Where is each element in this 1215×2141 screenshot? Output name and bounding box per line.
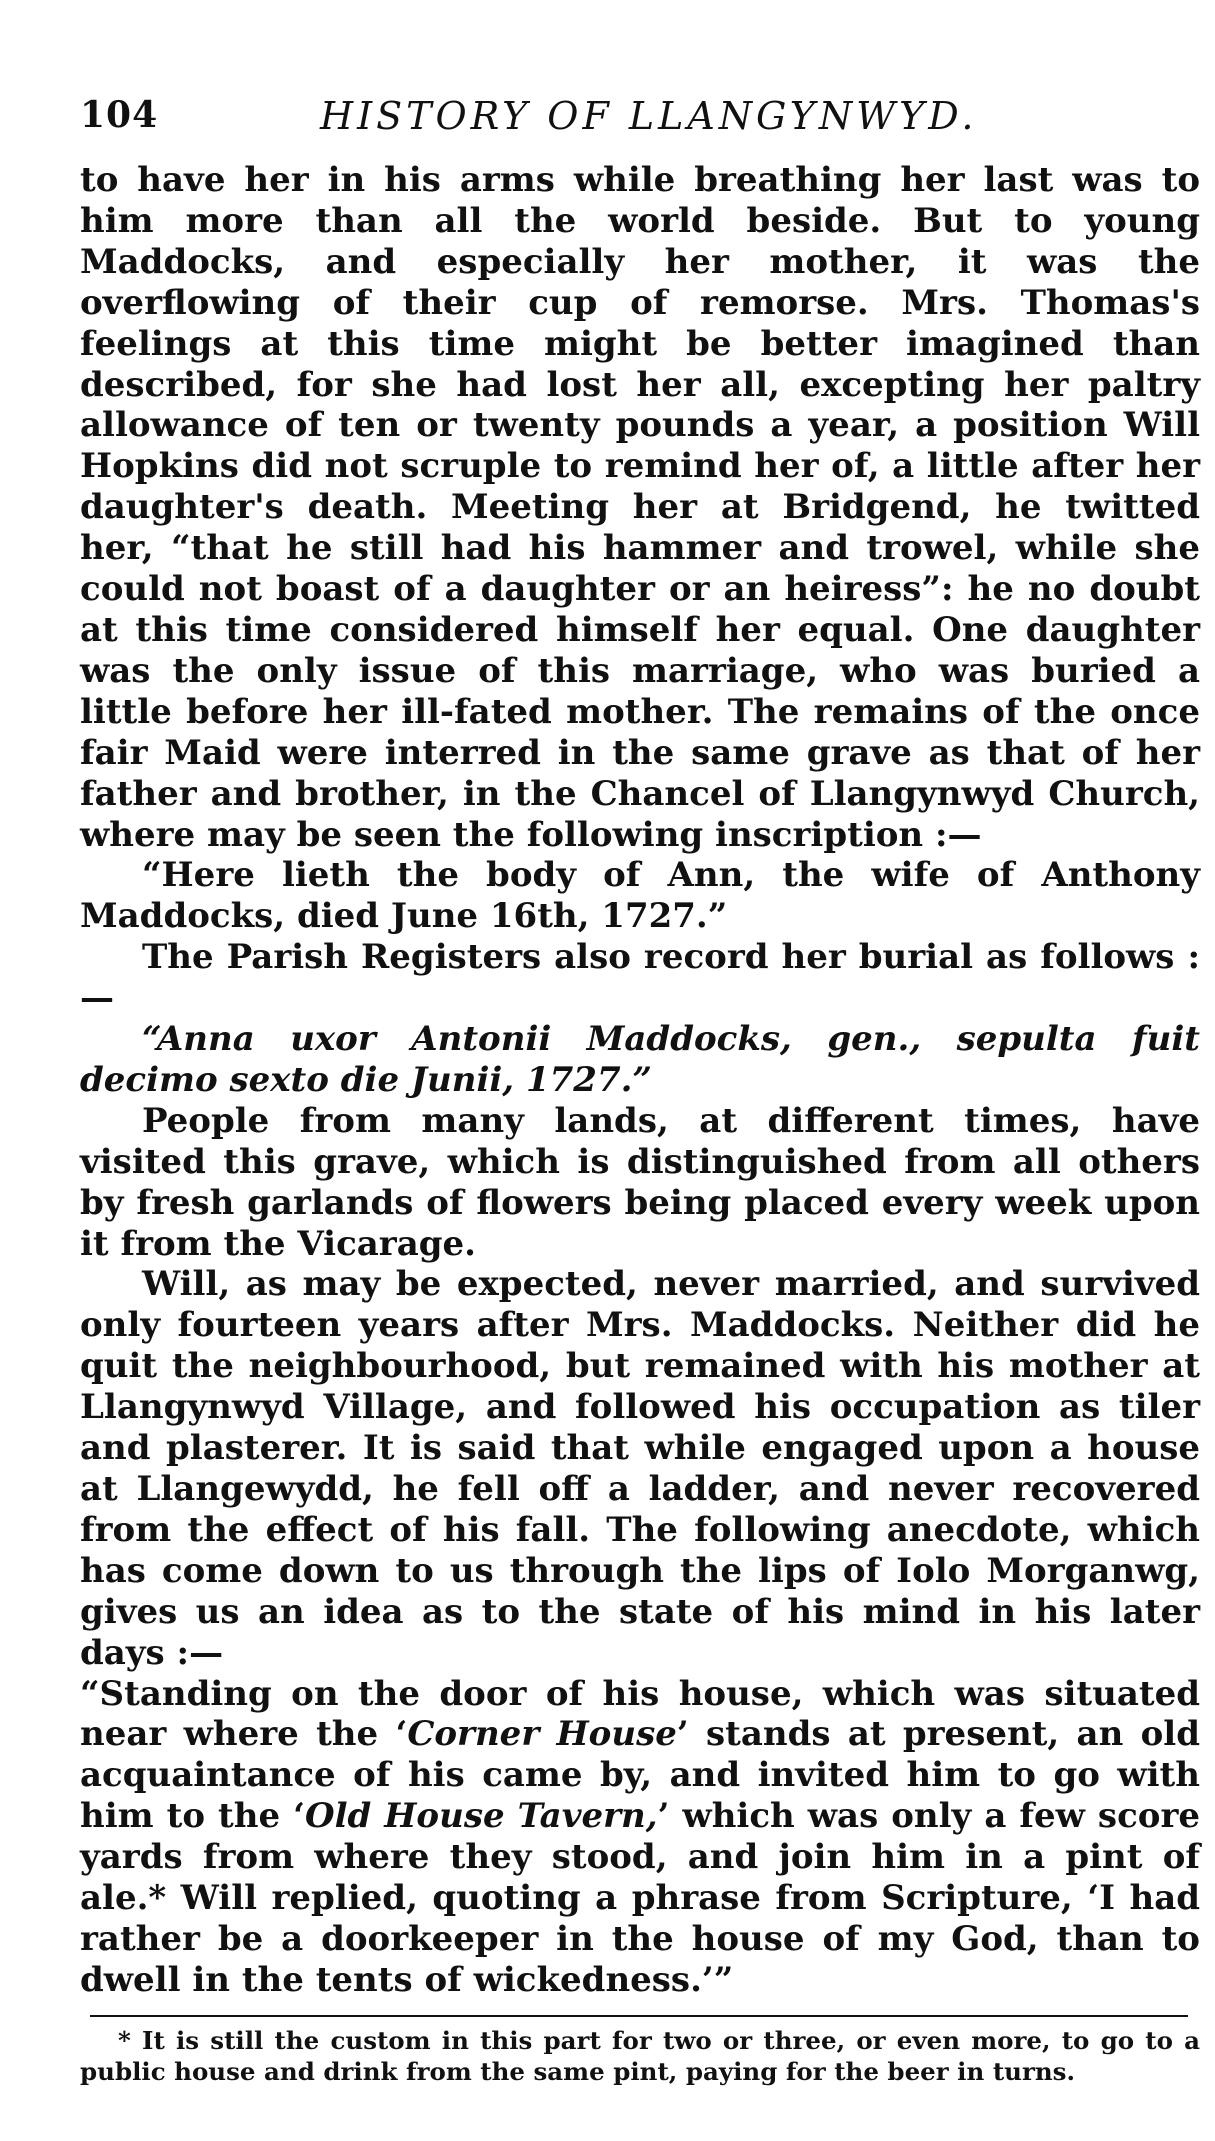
latin-register-quote: “Anna uxor Antonii Maddocks, gen., sepulta fuit decimo sexto die Junii, 1727.” <box>80 1019 1200 1100</box>
paragraph-visitors: People from many lands, at different times, have visited this grave, which is distinguished from all others by fresh garlands of flowers being placed every week upon it from the Vicarage. <box>80 1100 1200 1264</box>
footnote-divider <box>90 2015 1188 2017</box>
body-text <box>80 160 1200 2001</box>
paragraph-will: Will, as may be expected, never married, and survived only fourteen years after Mrs. Maddocks. Neither did he quit the neighbourhood, but remained with his mother at Llangynwyd Village, and followed his occupation as tiler and plasterer. It is said that while engaged upon a house at Llangewydd, he fell off a ladder, and never recovered from the effect of his fall. The following anecdote, which has come down to us through the lips of Iolo Morganwg, gives us an idea as to the state of his mind in his later days :— <box>80 1264 1200 1673</box>
old-house-tavern-name: Old House Tavern, <box>304 1796 658 1837</box>
anecdote-text-3: ’ which was only a few score yards from where they stood, and join him in a pint of ale.* Will replied, quoting a phrase from Scripture, ‘I had rather be a doorkeeper in the house of my God, than to dwell in the tents of wickedness.’” <box>80 1796 1200 2000</box>
paragraph-parish-registers: The Parish Registers also record her burial as follows :— <box>80 937 1200 1019</box>
inscription-quote: “Here lieth the body of Ann, the wife of Anthony Maddocks, died June 16th, 1727.” <box>80 855 1200 937</box>
footnote <box>80 2025 1200 2087</box>
page-number: 104 <box>80 94 159 136</box>
anecdote-quote <box>80 1674 1200 2001</box>
footnote-text: * It is still the custom in this part for two or three, or even more, to go to a public house and drink from the same pint, paying for the beer in turns. <box>80 2025 1200 2086</box>
book-page <box>80 80 1200 2087</box>
running-title: HISTORY OF LLANGYNWYD. <box>320 94 978 138</box>
corner-house-name: Corner House <box>407 1714 677 1755</box>
running-head <box>80 80 1200 150</box>
anecdote-text-1: “Standing on the door of his house, which was situated near where the ‘ <box>80 1673 1200 1755</box>
anecdote-text-2: ’ stands at present, an old acquaintance of his came by, and invited him to go with him to the ‘ <box>80 1714 1200 1837</box>
paragraph-continuation: to have her in his arms while breathing her last was to him more than all the world beside. But to young Maddocks, and especially her mother, it was the overflowing of their cup of remorse. Mrs. Thomas's feelings at this time might be better imagined than described, for she had lost her all, excepting her paltry allowance of ten or twenty pounds a year, a position Will Hopkins did not scruple to remind her of, a little after her daughter's death. Meeting her at Bridgend, he twitted her, “that he still had his hammer and trowel, while she could not boast of a daughter or an heiress”: he no doubt at this time considered himself her equal. One daughter was the only issue of this marriage, who was buried a little before her ill-fated mother. The remains of the once fair Maid were interred in the same grave as that of her father and brother, in the Chancel of Llangynwyd Church, where may be seen the following inscription :— <box>80 160 1200 855</box>
